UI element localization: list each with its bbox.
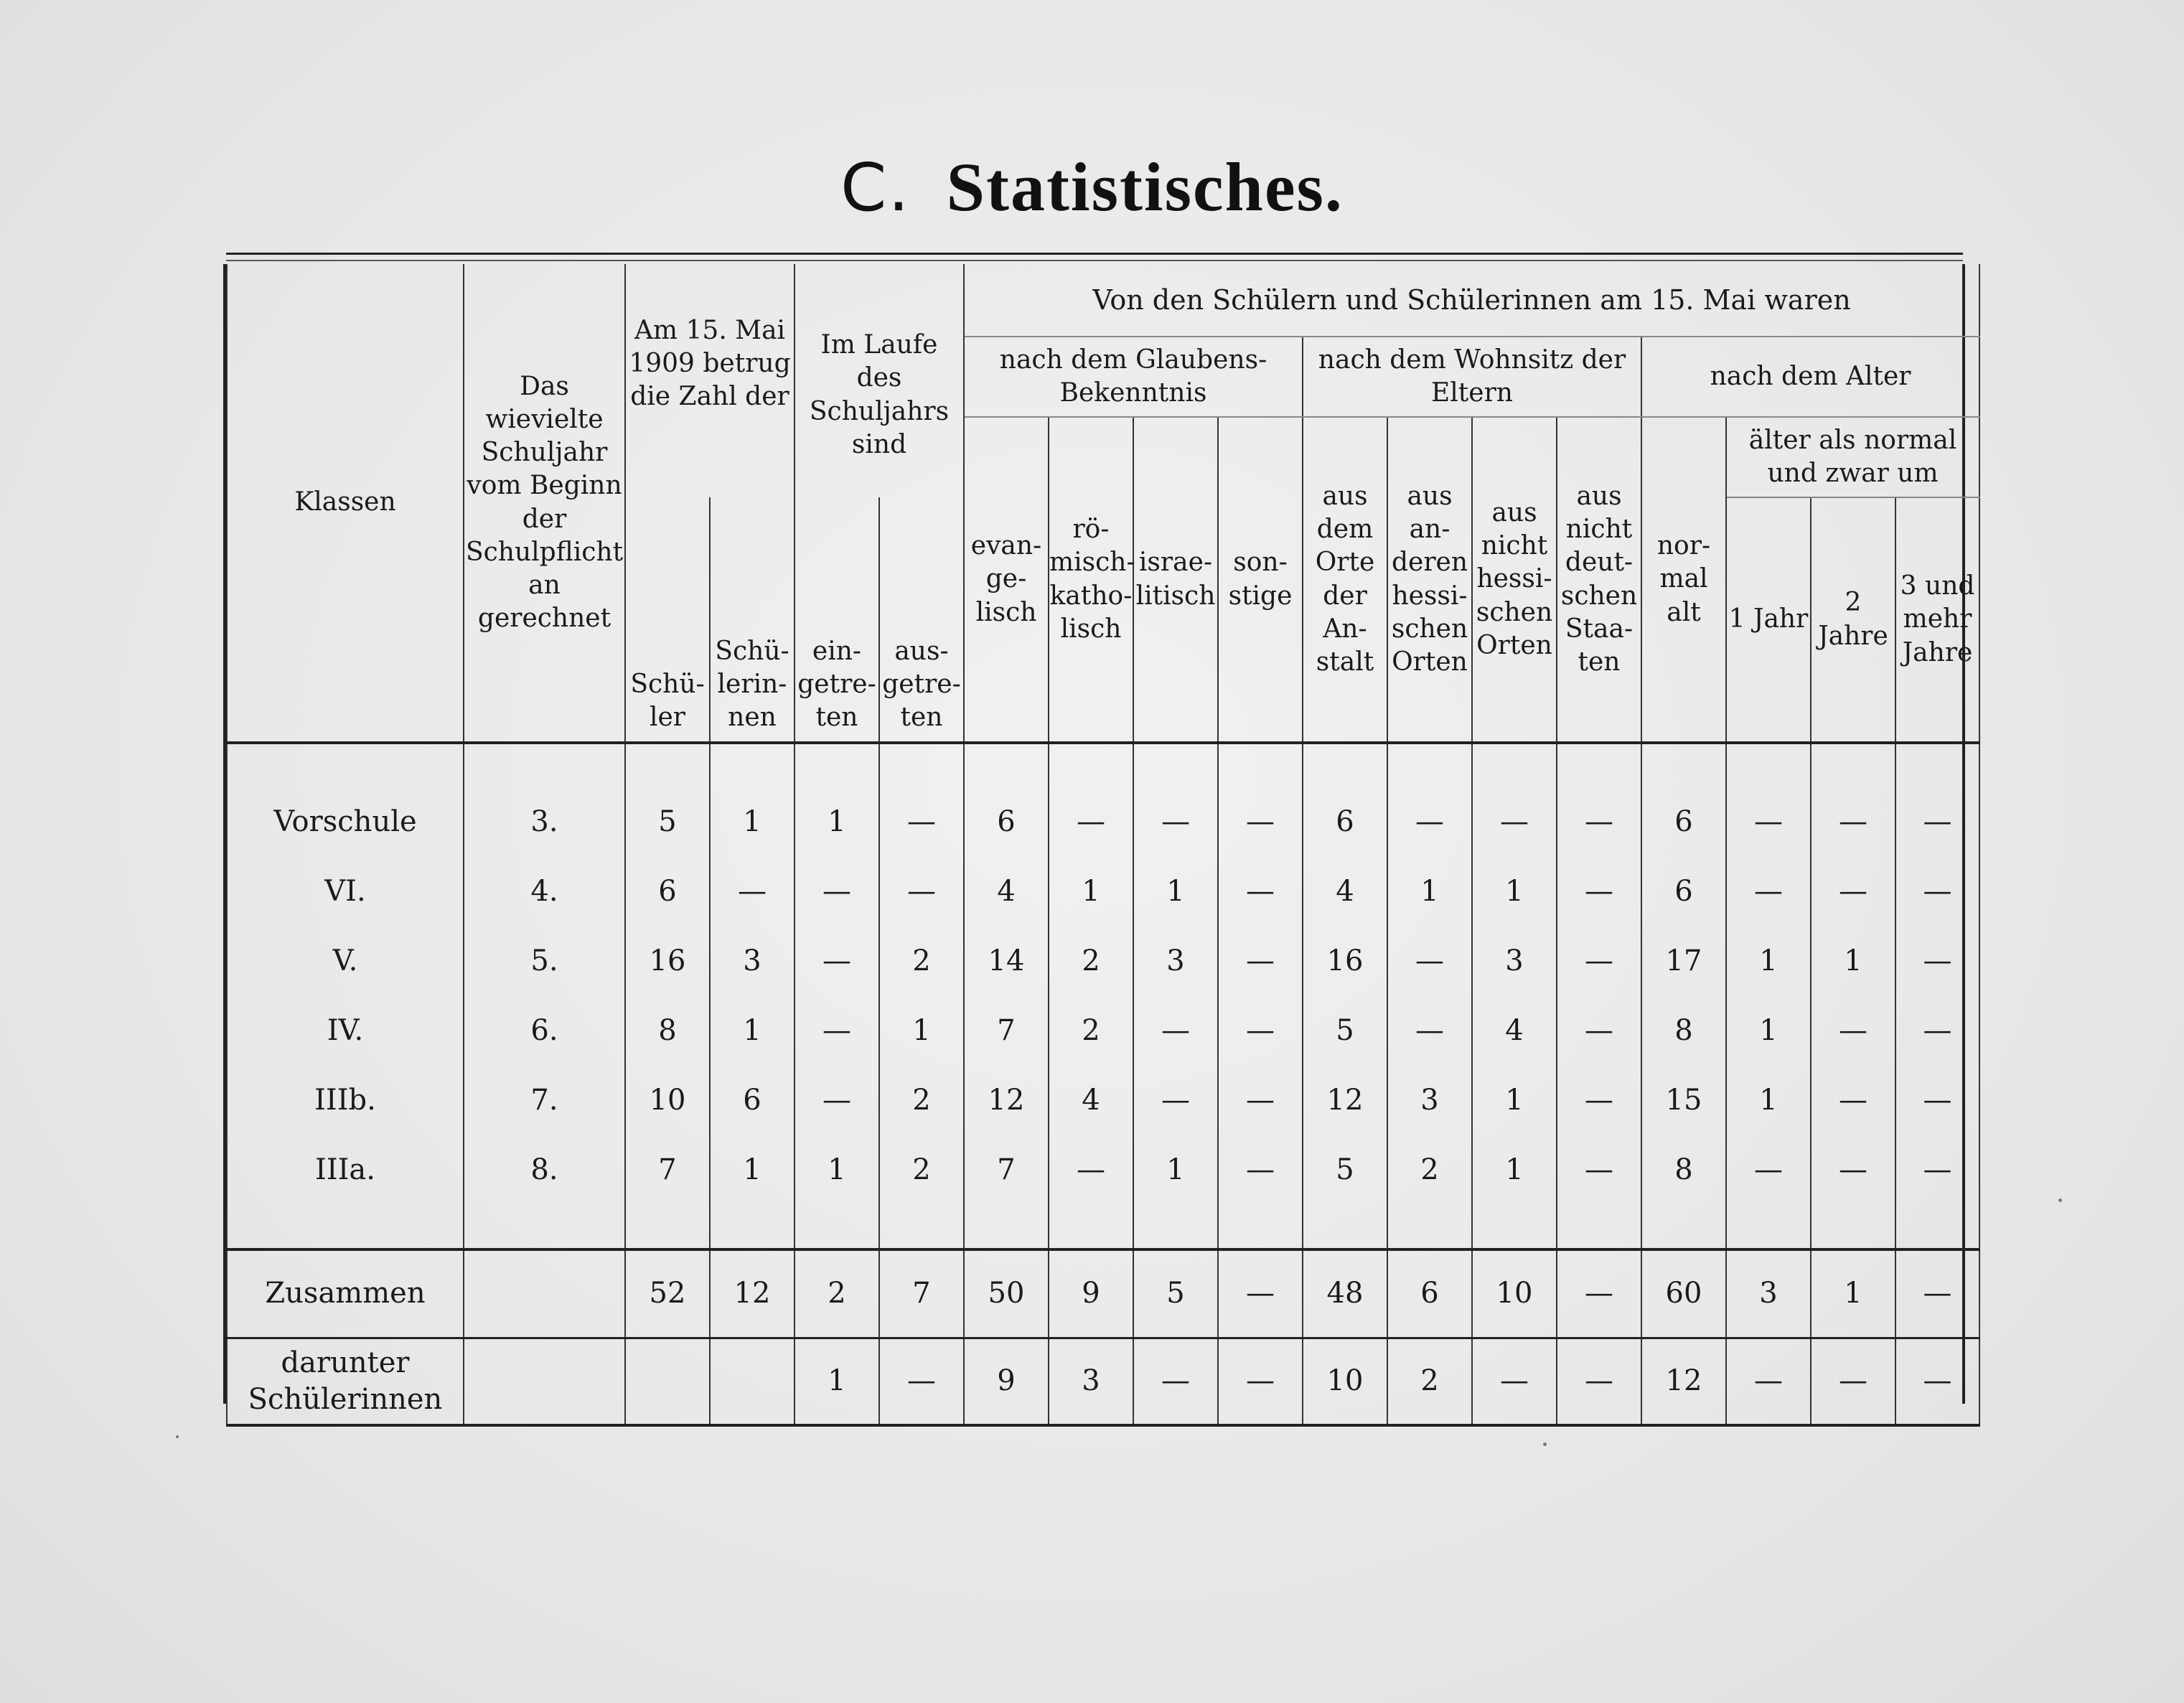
cell-evang: 14: [964, 926, 1049, 996]
cell-isr: —: [1133, 996, 1218, 1066]
cell-klasse: VI.: [227, 857, 464, 926]
cell-ausgetreten: 1: [879, 996, 964, 1066]
cell-schuljahr: 3.: [464, 787, 625, 857]
spacer-cell: [625, 743, 710, 787]
cell-schueler: 7: [625, 1135, 710, 1205]
cell-klasse: IIIa.: [227, 1135, 464, 1205]
cell-klasse: Zusammen: [227, 1249, 464, 1338]
spacer-cell: [1387, 743, 1472, 787]
cell-schuelerinnen: 3: [710, 926, 795, 996]
cell-ort: 48: [1303, 1249, 1387, 1338]
spacer-cell: [795, 1205, 879, 1249]
cell-isr: 1: [1133, 1135, 1218, 1205]
table-row: [227, 1066, 1979, 1135]
cell-j1: 3: [1726, 1249, 1811, 1338]
cell-kath: —: [1049, 1135, 1133, 1205]
cell-ort: 5: [1303, 1135, 1387, 1205]
cell-ndeut: —: [1557, 1066, 1641, 1135]
cell-j3: —: [1895, 1135, 1979, 1205]
spacer-cell: [227, 1205, 464, 1249]
cell-eingetreten: 1: [795, 1338, 879, 1426]
cell-schueler: 5: [625, 787, 710, 857]
spacer-cell: [879, 1205, 964, 1249]
cell-nhess: —: [1472, 1338, 1557, 1426]
cell-sonst: —: [1218, 857, 1303, 926]
cell-schuelerinnen: 1: [710, 1135, 795, 1205]
cell-j2: 1: [1811, 926, 1895, 996]
cell-schuelerinnen: 6: [710, 1066, 795, 1135]
header-alter: nach dem Alter: [1641, 337, 1979, 417]
cell-sonst: —: [1218, 926, 1303, 996]
cell-j1: —: [1726, 857, 1811, 926]
cell-hess: 3: [1387, 1066, 1472, 1135]
paper-speck: [2058, 1198, 2062, 1202]
cell-nhess: 1: [1472, 1135, 1557, 1205]
cell-nhess: 1: [1472, 857, 1557, 926]
table-body: [227, 743, 1979, 1425]
cell-j2: —: [1811, 1066, 1895, 1135]
header-normal: nor- mal alt: [1641, 417, 1726, 743]
cell-nhess: 3: [1472, 926, 1557, 996]
cell-j3: —: [1895, 857, 1979, 926]
header-aelter: älter als normal und zwar um: [1726, 417, 1979, 497]
spacer-cell: [1641, 1205, 1726, 1249]
cell-sonst: —: [1218, 1338, 1303, 1426]
cell-schuelerinnen: 12: [710, 1249, 795, 1338]
cell-normal: 6: [1641, 787, 1726, 857]
cell-nhess: 1: [1472, 1066, 1557, 1135]
cell-sonst: —: [1218, 1066, 1303, 1135]
cell-normal: 8: [1641, 996, 1726, 1066]
header-israelitisch: israe- litisch: [1133, 417, 1218, 743]
cell-ort: 10: [1303, 1338, 1387, 1426]
cell-hess: —: [1387, 926, 1472, 996]
cell-evang: 7: [964, 1135, 1049, 1205]
spacer-cell: [1726, 743, 1811, 787]
cell-ausgetreten: —: [879, 787, 964, 857]
spacer-row: [227, 743, 1979, 787]
spacer-cell: [1218, 1205, 1303, 1249]
cell-j1: —: [1726, 1135, 1811, 1205]
cell-eingetreten: 2: [795, 1249, 879, 1338]
cell-schuljahr: 6.: [464, 996, 625, 1066]
cell-normal: 60: [1641, 1249, 1726, 1338]
cell-klasse: IV.: [227, 996, 464, 1066]
cell-j3: —: [1895, 1338, 1979, 1426]
cell-eingetreten: —: [795, 1066, 879, 1135]
cell-schuljahr: 5.: [464, 926, 625, 996]
spacer-cell: [464, 743, 625, 787]
header-nicht-hessische: aus nicht hessi- schen Orten: [1472, 417, 1557, 743]
spacer-cell: [1387, 1205, 1472, 1249]
cell-j1: 1: [1726, 996, 1811, 1066]
header-evangelisch: evan- ge- lisch: [964, 417, 1049, 743]
section-letter: C.: [840, 149, 911, 226]
cell-kath: 2: [1049, 996, 1133, 1066]
cell-evang: 6: [964, 787, 1049, 857]
section-title: Statistisches.: [946, 149, 1344, 225]
cell-normal: 12: [1641, 1338, 1726, 1426]
cell-isr: 5: [1133, 1249, 1218, 1338]
cell-ort: 16: [1303, 926, 1387, 996]
cell-ort: 4: [1303, 857, 1387, 926]
header-roemisch: rö- misch- katho- lisch: [1049, 417, 1133, 743]
cell-sonst: —: [1218, 996, 1303, 1066]
cell-isr: 3: [1133, 926, 1218, 996]
cell-schueler: 52: [625, 1249, 710, 1338]
cell-eingetreten: 1: [795, 1135, 879, 1205]
header-schuelerinnen: Schü- lerin- nen: [710, 497, 795, 743]
cell-hess: —: [1387, 996, 1472, 1066]
cell-ndeut: —: [1557, 857, 1641, 926]
cell-schuljahr: 7.: [464, 1066, 625, 1135]
cell-isr: 1: [1133, 857, 1218, 926]
cell-isr: —: [1133, 1338, 1218, 1426]
cell-j3: —: [1895, 1249, 1979, 1338]
cell-j1: —: [1726, 787, 1811, 857]
cell-isr: —: [1133, 787, 1218, 857]
cell-kath: 4: [1049, 1066, 1133, 1135]
table-row: [227, 926, 1979, 996]
cell-ndeut: —: [1557, 1338, 1641, 1426]
cell-ndeut: —: [1557, 996, 1641, 1066]
cell-nhess: 4: [1472, 996, 1557, 1066]
spacer-cell: [1811, 1205, 1895, 1249]
spacer-cell: [964, 1205, 1049, 1249]
table-row: [227, 787, 1979, 857]
spacer-cell: [1726, 1205, 1811, 1249]
header-eingetreten: ein- getre- ten: [795, 497, 879, 743]
cell-nhess: —: [1472, 787, 1557, 857]
header-1-jahr: 1 Jahr: [1726, 497, 1811, 743]
spacer-cell: [1895, 743, 1979, 787]
cell-j3: —: [1895, 1066, 1979, 1135]
spacer-cell: [464, 1205, 625, 1249]
cell-kath: 1: [1049, 857, 1133, 926]
spacer-cell: [710, 1205, 795, 1249]
cell-evang: 4: [964, 857, 1049, 926]
paper-speck: [176, 1435, 179, 1438]
cell-klasse: IIIb.: [227, 1066, 464, 1135]
cell-schuljahr: 4.: [464, 857, 625, 926]
cell-evang: 50: [964, 1249, 1049, 1338]
header-klassen: Klassen: [227, 264, 464, 743]
header-von-den: Von den Schülern und Schülerinnen am 15. Mai waren: [964, 264, 1979, 337]
spacer-cell: [227, 743, 464, 787]
cell-ausgetreten: —: [879, 857, 964, 926]
header-laufe: Im Laufe des Schuljahrs sind: [795, 264, 964, 497]
cell-ausgetreten: 7: [879, 1249, 964, 1338]
header-glaubens: nach dem Glaubens- Bekenntnis: [964, 337, 1303, 417]
cell-schueler: [625, 1338, 710, 1426]
cell-hess: 2: [1387, 1338, 1472, 1426]
statistics-table: [226, 264, 1980, 1427]
cell-sonst: —: [1218, 1249, 1303, 1338]
spacer-cell: [964, 743, 1049, 787]
header-ausgetreten: aus- getre- ten: [879, 497, 964, 743]
cell-hess: 6: [1387, 1249, 1472, 1338]
spacer-cell: [1303, 743, 1387, 787]
top-rule-thin: [226, 260, 1963, 261]
header-ort-anstalt: aus dem Orte der An- stalt: [1303, 417, 1387, 743]
cell-j3: —: [1895, 996, 1979, 1066]
cell-evang: 9: [964, 1338, 1049, 1426]
cell-ort: 12: [1303, 1066, 1387, 1135]
spacer-cell: [795, 743, 879, 787]
cell-ort: 5: [1303, 996, 1387, 1066]
cell-schuelerinnen: [710, 1338, 795, 1426]
cell-kath: 2: [1049, 926, 1133, 996]
page-title: [0, 147, 2184, 227]
spacer-cell: [1472, 743, 1557, 787]
cell-hess: 2: [1387, 1135, 1472, 1205]
cell-schuelerinnen: 1: [710, 996, 795, 1066]
cell-eingetreten: —: [795, 996, 879, 1066]
spacer-cell: [1895, 1205, 1979, 1249]
table-row: [227, 996, 1979, 1066]
spacer-cell: [1133, 1205, 1218, 1249]
header-2-jahre: 2 Jahre: [1811, 497, 1895, 743]
cell-j3: —: [1895, 787, 1979, 857]
girls-row: [227, 1338, 1979, 1426]
cell-ndeut: —: [1557, 787, 1641, 857]
top-rule: [226, 253, 1963, 255]
cell-eingetreten: —: [795, 857, 879, 926]
cell-schuljahr: [464, 1249, 625, 1338]
cell-ndeut: —: [1557, 1249, 1641, 1338]
header-schueler: Schü- ler: [625, 497, 710, 743]
cell-j1: 1: [1726, 926, 1811, 996]
cell-nhess: 10: [1472, 1249, 1557, 1338]
header-zahl: Am 15. Mai 1909 betrug die Zahl der: [625, 264, 795, 497]
paper-speck: [1543, 1442, 1547, 1446]
cell-schuljahr: 8.: [464, 1135, 625, 1205]
cell-schueler: 8: [625, 996, 710, 1066]
cell-normal: 8: [1641, 1135, 1726, 1205]
cell-evang: 7: [964, 996, 1049, 1066]
cell-kath: 3: [1049, 1338, 1133, 1426]
cell-hess: 1: [1387, 857, 1472, 926]
spacer-cell: [1133, 743, 1218, 787]
cell-schuelerinnen: 1: [710, 787, 795, 857]
header-nicht-deutsche: aus nicht deut- schen Staa- ten: [1557, 417, 1641, 743]
header-3-jahre: 3 und mehr Jahre: [1895, 497, 1979, 743]
spacer-row: [227, 1205, 1979, 1249]
cell-ausgetreten: —: [879, 1338, 964, 1426]
spacer-cell: [1472, 1205, 1557, 1249]
cell-j2: —: [1811, 787, 1895, 857]
cell-j2: —: [1811, 1338, 1895, 1426]
cell-kath: 9: [1049, 1249, 1133, 1338]
cell-eingetreten: 1: [795, 787, 879, 857]
cell-ausgetreten: 2: [879, 1066, 964, 1135]
cell-schueler: 6: [625, 857, 710, 926]
cell-schuelerinnen: —: [710, 857, 795, 926]
cell-schueler: 10: [625, 1066, 710, 1135]
cell-j2: —: [1811, 857, 1895, 926]
cell-normal: 17: [1641, 926, 1726, 996]
cell-klasse: Vorschule: [227, 787, 464, 857]
cell-ausgetreten: 2: [879, 1135, 964, 1205]
cell-ndeut: —: [1557, 926, 1641, 996]
table-row: [227, 1135, 1979, 1205]
header-schuljahr: Das wievielte Schuljahr vom Beginn der Schulpflicht an gerechnet: [464, 264, 625, 743]
spacer-cell: [625, 1205, 710, 1249]
spacer-cell: [1811, 743, 1895, 787]
spacer-cell: [1049, 1205, 1133, 1249]
cell-normal: 15: [1641, 1066, 1726, 1135]
cell-ndeut: —: [1557, 1135, 1641, 1205]
cell-j1: 1: [1726, 1066, 1811, 1135]
spacer-cell: [1303, 1205, 1387, 1249]
table-row: [227, 857, 1979, 926]
cell-ort: 6: [1303, 787, 1387, 857]
cell-schuljahr: [464, 1338, 625, 1426]
spacer-cell: [1218, 743, 1303, 787]
cell-j3: —: [1895, 926, 1979, 996]
spacer-cell: [1641, 743, 1726, 787]
header-andere-hessische: aus an- deren hessi- schen Orten: [1387, 417, 1472, 743]
spacer-cell: [710, 743, 795, 787]
summary-row: [227, 1249, 1979, 1338]
cell-ausgetreten: 2: [879, 926, 964, 996]
cell-evang: 12: [964, 1066, 1049, 1135]
cell-normal: 6: [1641, 857, 1726, 926]
cell-j2: —: [1811, 996, 1895, 1066]
cell-klasse: V.: [227, 926, 464, 996]
spacer-cell: [879, 743, 964, 787]
cell-eingetreten: —: [795, 926, 879, 996]
spacer-cell: [1049, 743, 1133, 787]
cell-sonst: —: [1218, 1135, 1303, 1205]
cell-schueler: 16: [625, 926, 710, 996]
cell-j2: —: [1811, 1135, 1895, 1205]
cell-hess: —: [1387, 787, 1472, 857]
spacer-cell: [1557, 743, 1641, 787]
header-sonstige: son- stige: [1218, 417, 1303, 743]
cell-j1: —: [1726, 1338, 1811, 1426]
cell-klasse: darunter Schülerinnen: [227, 1338, 464, 1426]
cell-kath: —: [1049, 787, 1133, 857]
spacer-cell: [1557, 1205, 1641, 1249]
cell-sonst: —: [1218, 787, 1303, 857]
cell-isr: —: [1133, 1066, 1218, 1135]
cell-j2: 1: [1811, 1249, 1895, 1338]
header-wohnsitz: nach dem Wohnsitz der Eltern: [1303, 337, 1641, 417]
